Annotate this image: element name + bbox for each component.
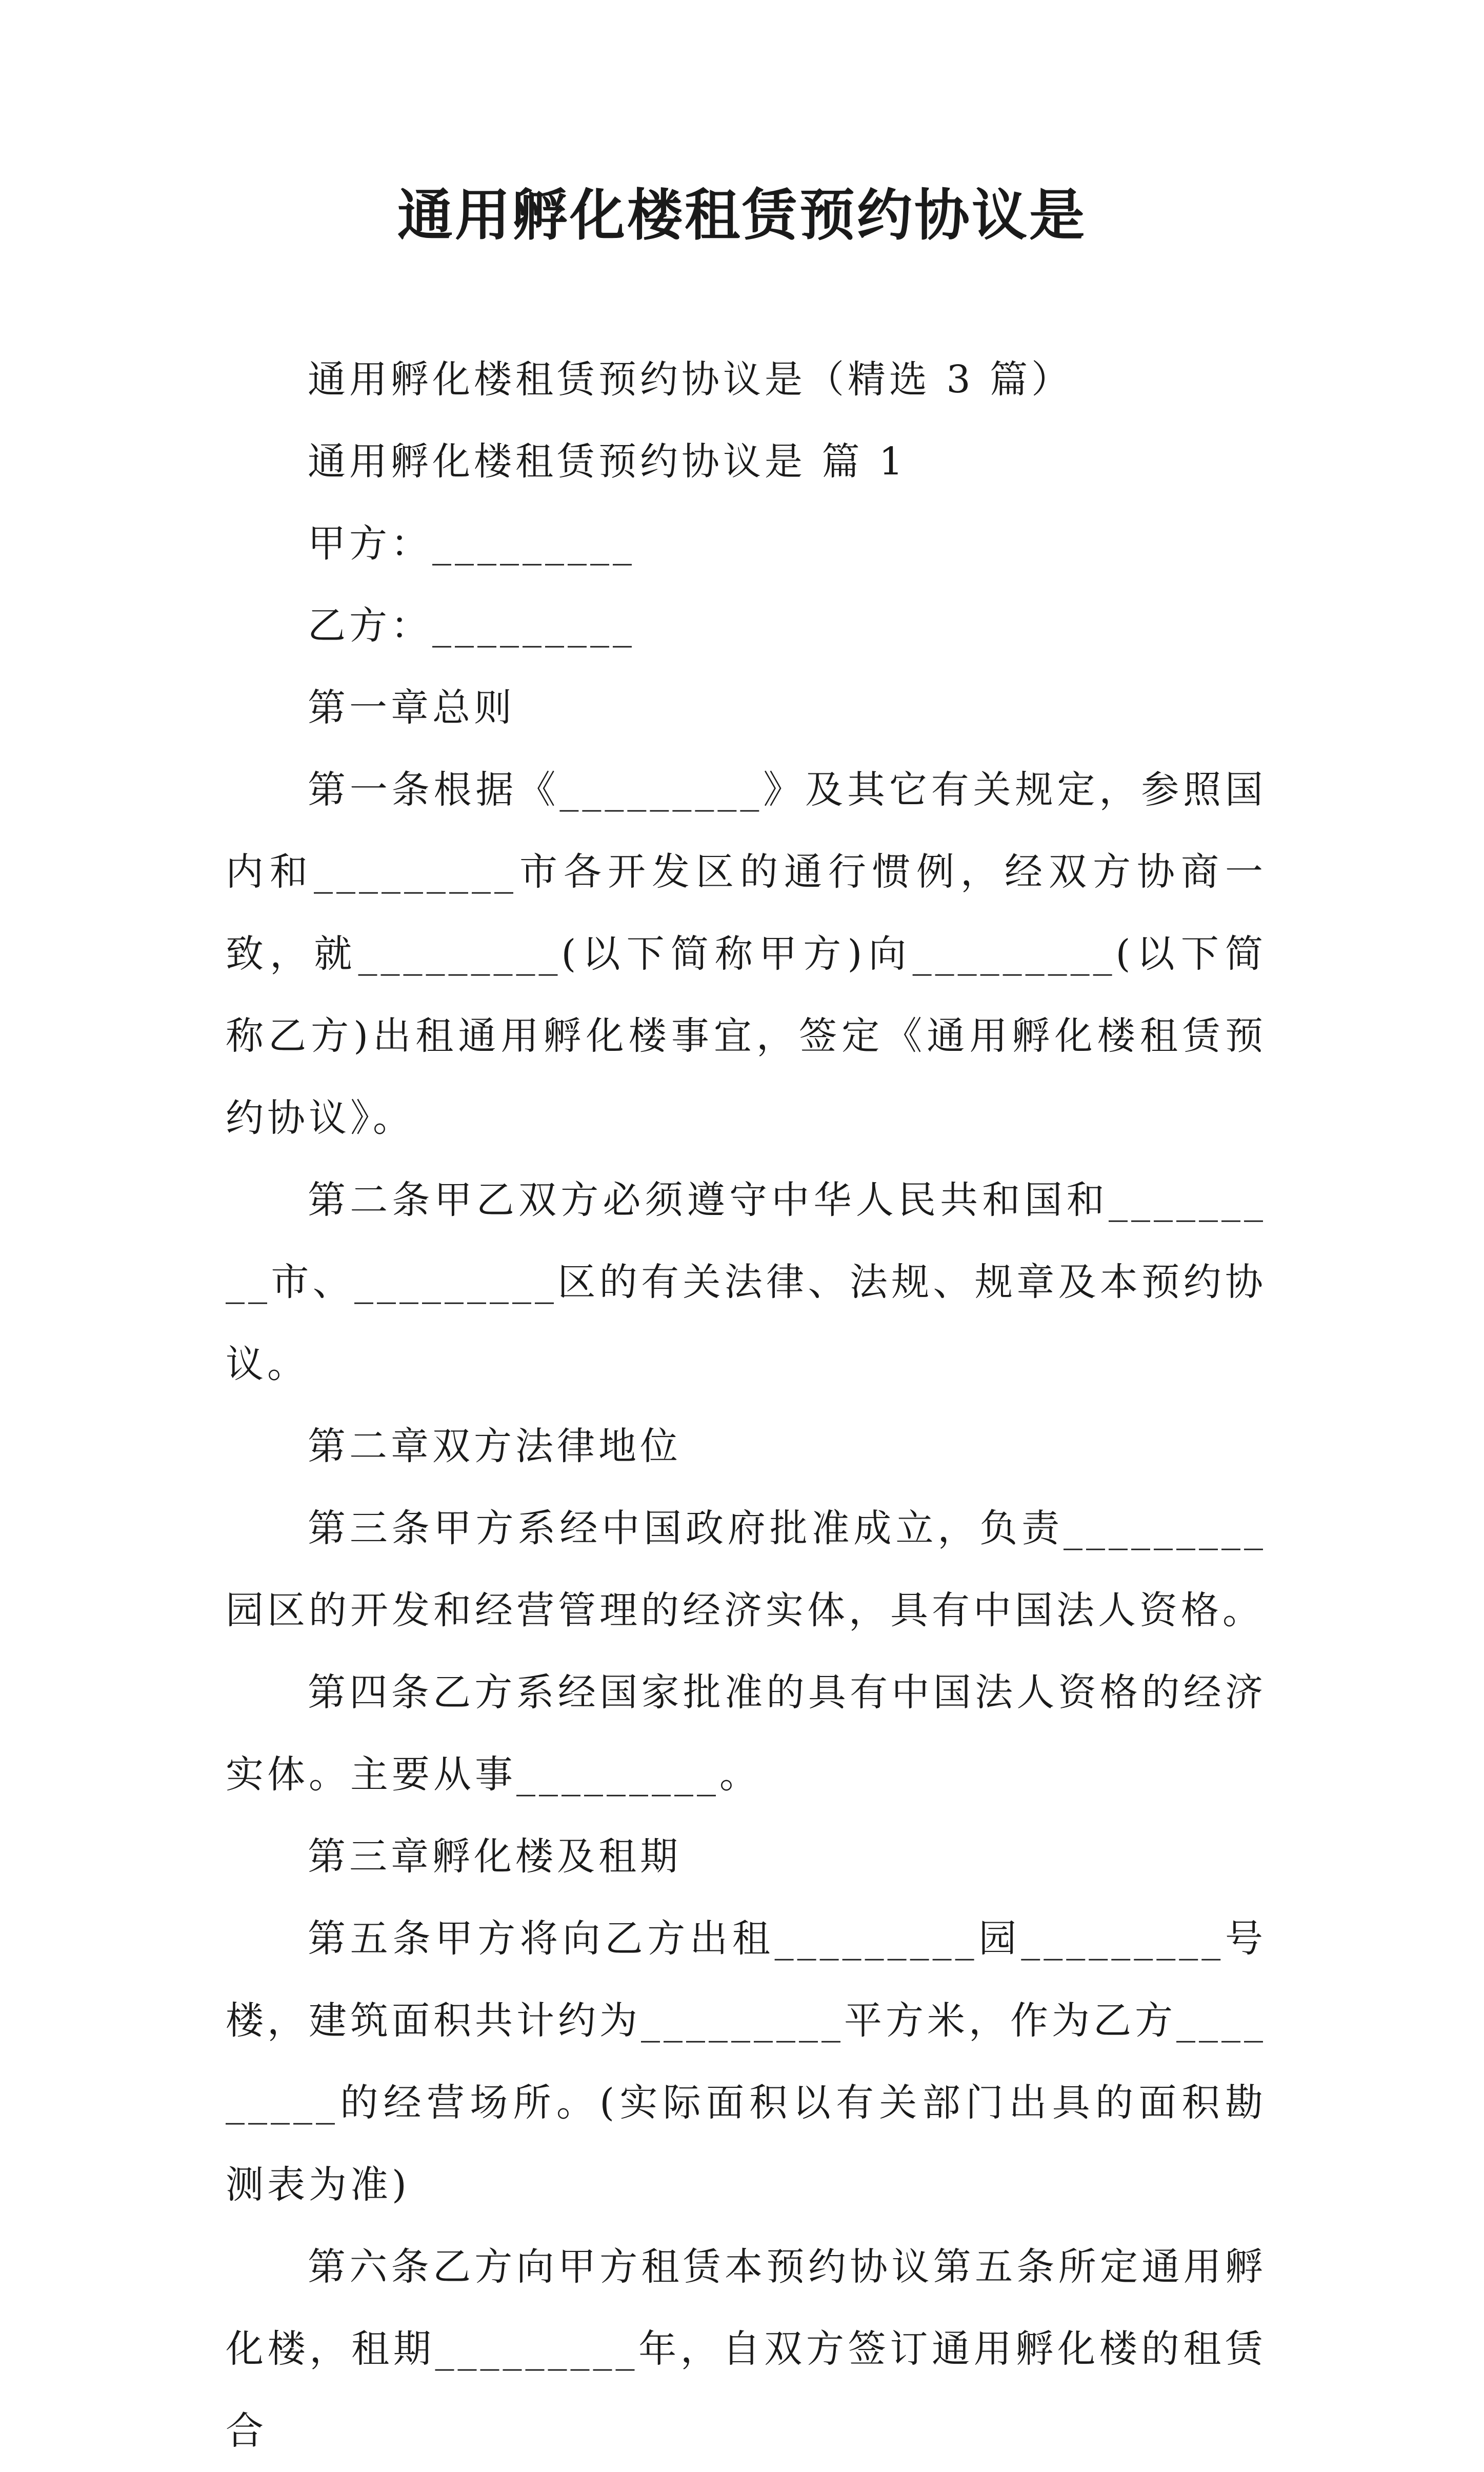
paragraph-subtitle: 通用孵化楼租赁预约协议是（精选 3 篇）	[308, 357, 1073, 402]
article-3: 第三条甲方系经中国政府批准成立，负责_________园区的开发和经营管理的经济实体，具有中国法人资格。	[226, 1506, 1267, 1632]
article-1: 第一条根据《_________》及其它有关规定，参照国内和_________市各开发区的通行惯例，经双方协商一致，就_________(以下简称甲方)向_________(以下简称乙方)出租通用孵化楼事宜，签定《通用孵化楼租赁预约协议》。	[226, 768, 1267, 1140]
article-2: 第二条甲乙双方必须遵守中华人民共和国和_________市、_________区的有关法律、法规、规章及本预约协议。	[226, 1178, 1267, 1386]
article-4: 第四条乙方系经国家批准的具有中国法人资格的经济实体。主要从事_________。	[226, 1670, 1267, 1797]
chapter-heading-3: 第三章孵化楼及租期	[308, 1835, 681, 1879]
paragraph-party-b: 乙方：_________	[308, 604, 635, 648]
document-title: 通用孵化楼租赁预约协议是	[397, 183, 1087, 248]
chapter-heading-2: 第二章双方法律地位	[308, 1424, 681, 1468]
document-body	[226, 338, 1267, 2472]
chapter-heading-1: 第一章总则	[308, 686, 515, 730]
paragraph-party-a: 甲方：_________	[308, 522, 635, 566]
article-5: 第五条甲方将向乙方出租_________园_________号楼，建筑面积共计约为_________平方米，作为乙方_________的经营场所。(实际面积以有关部门出具的面积勘测表为准)	[226, 1917, 1267, 2207]
paragraph-section-heading: 通用孵化楼租赁预约协议是 篇 1	[308, 440, 907, 484]
article-6: 第六条乙方向甲方租赁本预约协议第五条所定通用孵化楼，租期_________年，自双方签订通用孵化楼的租赁合	[226, 2245, 1267, 2453]
